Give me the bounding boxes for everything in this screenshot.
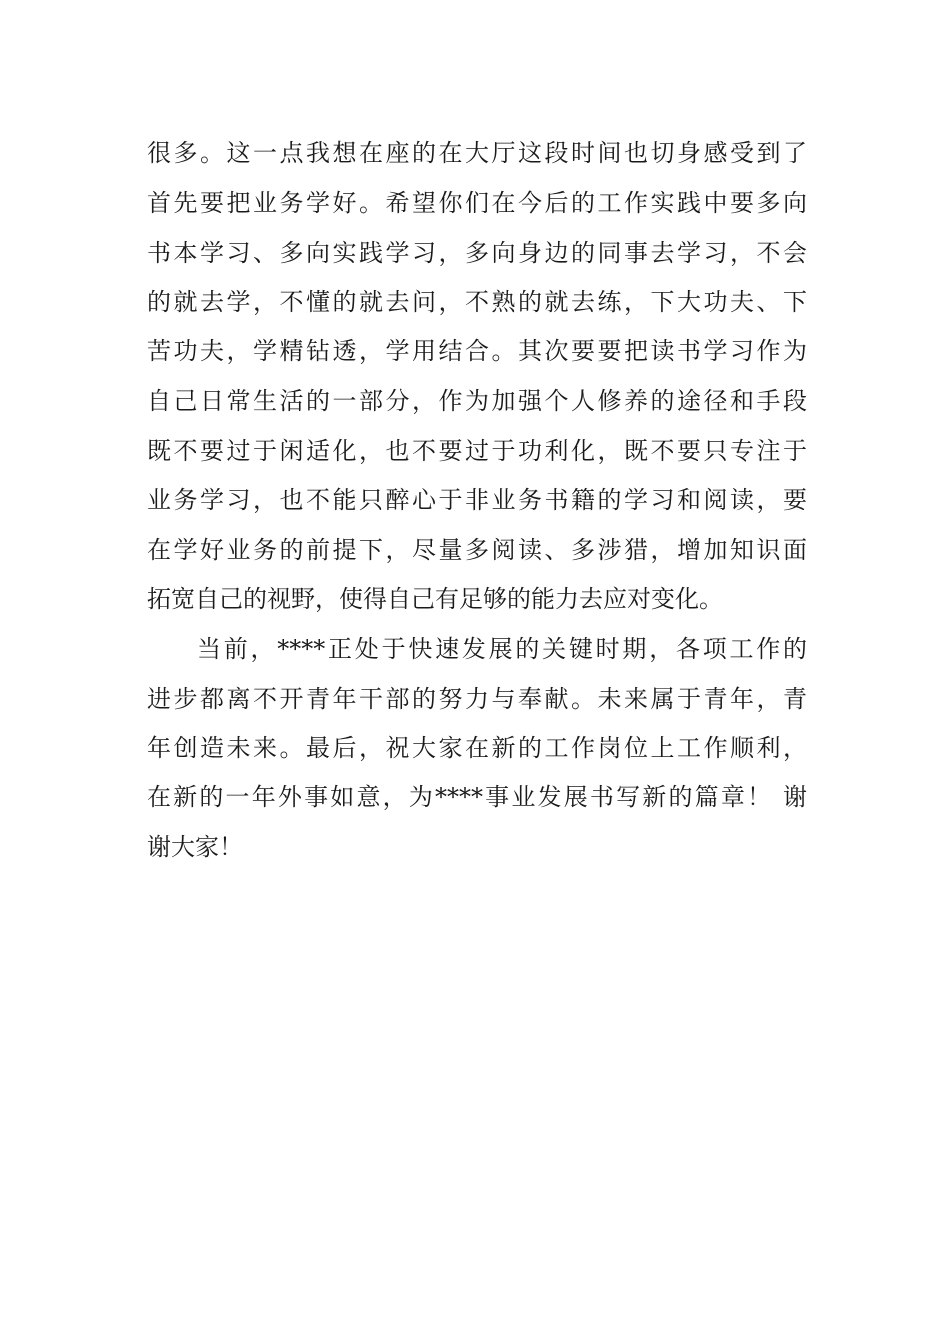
text-line-13: 年创造未来。最后，祝大家在新的工作岗位上工作顺利， [147,734,807,762]
text-line-8: 业务学习，也不能只醉心于非业务书籍的学习和阅读，要 [147,486,807,514]
text-line-11: 当前，****正处于快速发展的关键时期，各项工作的 [197,635,807,663]
text-line-5: 苦功夫，学精钻透，学用结合。其次要要把读书学习作为 [147,337,807,365]
text-line-3: 书本学习、多向实践学习，多向身边的同事去学习，不会 [147,239,807,267]
text-line-14: 在新的一年外事如意，为****事业发展书写新的篇章！ 谢 [147,783,807,811]
text-line-10: 拓宽自己的视野，使得自己有足够的能力去应对变化。 [147,585,723,613]
text-line-1: 很多。这一点我想在座的在大厅这段时间也切身感受到了 [147,139,807,167]
text-line-6: 自己日常生活的一部分，作为加强个人修养的途径和手段 [147,387,807,415]
text-line-2: 首先要把业务学好。希望你们在今后的工作实践中要多向 [147,189,807,217]
text-line-9: 在学好业务的前提下，尽量多阅读、多涉猎，增加知识面 [147,536,807,564]
text-line-15: 谢大家！ [147,833,243,861]
text-line-4: 的就去学，不懂的就去问，不熟的就去练，下大功夫、下 [147,288,807,316]
text-line-7: 既不要过于闲适化，也不要过于功利化，既不要只专注于 [147,437,807,465]
text-line-12: 进步都离不开青年干部的努力与奉献。未来属于青年，青 [147,685,807,713]
